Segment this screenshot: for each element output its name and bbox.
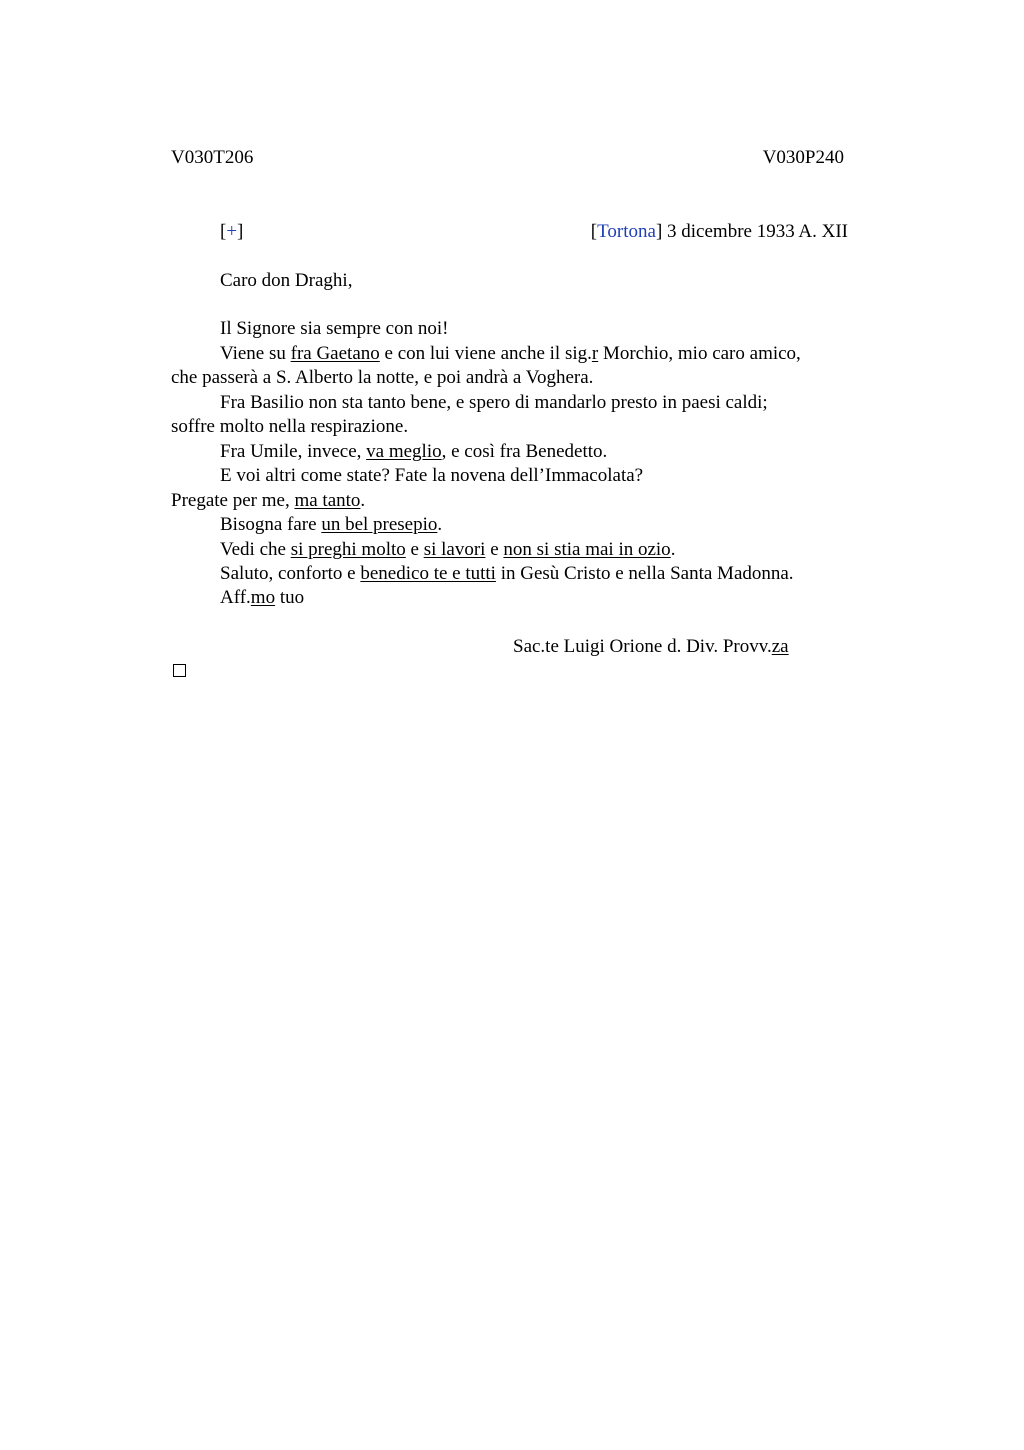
text-run: Pregate per me, [171,490,295,511]
underlined-text: si preghi molto [290,539,406,560]
underlined-text: va meglio [366,441,442,462]
text-run: Fra Umile, invece, [220,441,367,462]
signature [513,635,789,659]
text-run: Aff. [220,587,251,608]
document-code-left: V030T206 [171,147,254,168]
text-run: e con lui viene anche il sig. [379,343,592,364]
text-run: . [670,539,676,560]
closing-line [220,586,304,610]
text-run: e [485,539,504,560]
text-run: Vedi che [220,539,291,560]
text-run: tuo [275,587,305,608]
place-name: Tortona [597,221,656,242]
body-line-2 [220,342,801,366]
bracket-close: ] [237,221,244,242]
body-line-4: Fra Basilio non sta tanto bene, e spero di mandarlo presto in paesi caldi; [220,392,768,413]
bracket-open: [ [590,221,598,242]
cross-symbol: + [226,221,238,242]
text-run: , e così fra Benedetto. [441,441,608,462]
document-code-right: V030P240 [762,147,844,168]
body-line-6 [220,440,607,464]
body-line-8 [171,489,365,513]
bracket-open: [ [220,221,227,242]
underlined-text: si lavori [423,539,486,560]
text-run: . [437,514,443,535]
text-run: Sac.te Luigi Orione d. Div. Provv. [513,636,772,657]
underlined-text: ma tanto [294,490,361,511]
underlined-text: r [591,343,599,364]
underlined-text: un bel presepio [321,514,438,535]
empty-square-icon [173,664,186,677]
bracket-close: ] [655,221,663,242]
underlined-text: mo [250,587,276,608]
underlined-text: non si stia mai in ozio [503,539,671,560]
body-line-5: soffre molto nella respirazione. [171,416,409,437]
underlined-text: za [771,636,789,657]
text-run: in Gesù Cristo e nella Santa Madonna. [495,563,794,584]
body-line-11 [220,562,794,586]
text-run: . [360,490,366,511]
text-run: Morchio, mio caro amico, [598,343,801,364]
letter-date: 3 dicembre 1933 A. XII [662,221,848,242]
text-run: Viene su [220,343,291,364]
body-line-3: che passerà a S. Alberto la notte, e poi andrà a Voghera. [171,367,594,388]
body-line-1: Il Signore sia sempre con noi! [220,318,449,339]
underlined-text: benedico te e tutti [360,563,496,584]
cross-mark [220,220,243,244]
dateline [591,220,848,244]
underlined-text: fra Gaetano [290,343,380,364]
body-line-9 [220,513,442,537]
body-line-7: E voi altri come state? Fate la novena dell’Immacolata? [220,465,644,486]
text-run: Saluto, conforto e [220,563,361,584]
salutation: Caro don Draghi, [220,270,353,291]
text-run: Bisogna fare [220,514,322,535]
body-line-10 [220,538,675,562]
text-run: e [405,539,424,560]
